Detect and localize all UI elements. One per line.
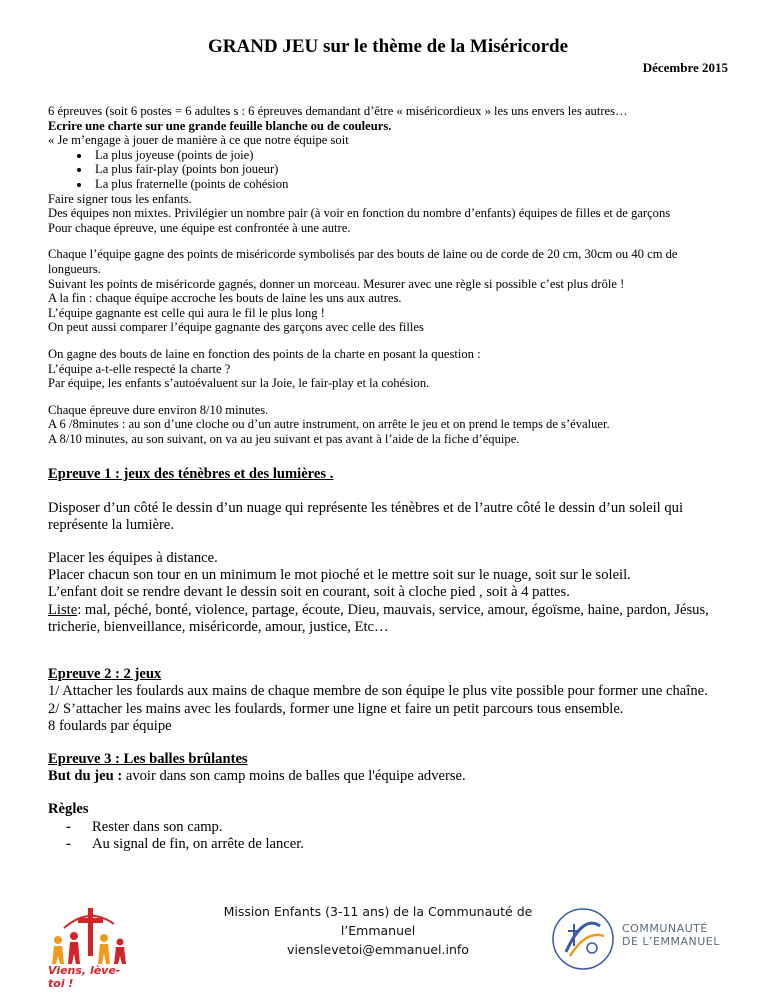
- footer-email: vienslevetoi@emmanuel.info: [287, 942, 469, 957]
- points-line: L’équipe gagnante est celle qui aura le fil le plus long !: [48, 305, 325, 320]
- charte-line: On gagne des bouts de laine en fonction des points de la charte en posant la question :: [48, 346, 481, 361]
- points-line: A la fin : chaque équipe accroche les bouts de laine les uns aux autres.: [48, 291, 402, 306]
- emmanuel-emblem-icon: [548, 904, 618, 974]
- list-item: - Au signal de fin, on arrête de lancer.: [66, 836, 728, 853]
- epreuve1-text: Placer chacun son tour en un minimum le mot pioché et le mettre soit sur le nuage, soit sur le soleil.: [48, 567, 631, 584]
- epreuve3-but: [48, 768, 728, 785]
- logo-right-line2: DE L’EMMANUEL: [622, 935, 720, 948]
- liste-label: Liste: [48, 601, 78, 618]
- points-line: Suivant les points de miséricorde gagnés, donner un morceau. Mesurer avec une règle si possible c’est plus drôle !: [48, 276, 625, 291]
- logo-right-line1: COMMUNAUTÉ: [622, 922, 708, 935]
- viens-leve-toi-logo: [44, 906, 134, 988]
- footer-community-line: l’Emmanuel: [340, 923, 416, 938]
- intro-line: Des équipes non mixtes. Privilégier un nombre pair (à voir en fonction du nombre d’enfants) équipes de filles et de garçons: [48, 206, 671, 221]
- timing-line: Chaque épreuve dure environ 8/10 minutes.: [48, 402, 269, 417]
- list-item: • La plus joyeuse (points de joie): [91, 148, 728, 163]
- page-footer: [0, 898, 768, 994]
- charte-section: [48, 347, 728, 391]
- logo-right-text: [622, 922, 720, 948]
- regles-list: [48, 819, 728, 853]
- epreuve3-heading: Epreuve 3 : Les balles brûlantes: [48, 750, 248, 767]
- intro-line: Pour chaque épreuve, une équipe est confrontée à une autre.: [48, 220, 351, 235]
- epreuve1-heading: Epreuve 1 : jeux des ténèbres et des lumières .: [48, 466, 334, 483]
- epreuve2-text: 1/ Attacher les foulards aux mains de chaque membre de son équipe le plus vite possible pour former une chaîne.: [48, 683, 708, 700]
- list-item: - Rester dans son camp.: [66, 819, 728, 836]
- intro-charte-instruction: Ecrire une charte sur une grande feuille blanche ou de couleurs.: [48, 118, 392, 133]
- epreuve2-heading: Epreuve 2 : 2 jeux: [48, 666, 162, 683]
- document-page: [48, 36, 728, 853]
- charte-bullet-list: [48, 148, 728, 192]
- points-section: [48, 247, 728, 335]
- document-title: GRAND JEU sur le thème de la Miséricorde: [207, 36, 569, 57]
- intro-line: « Je m’engage à jouer de manière à ce que notre équipe soit: [48, 133, 349, 148]
- epreuve2-text: 8 foulards par équipe: [48, 717, 172, 734]
- timing-section: [48, 403, 728, 447]
- but-label: But du jeu :: [48, 768, 123, 785]
- epreuve2-section: [48, 666, 728, 735]
- points-line: Chaque l’équipe gagne des points de miséricorde symbolisés par des bouts de laine ou de corde de 20 cm, 30cm ou 40 cm de longueurs.: [48, 247, 678, 276]
- charte-line: L’équipe a-t-elle respecté la charte ?: [48, 361, 231, 376]
- footer-mission-line: Mission Enfants (3-11 ans) de la Communauté de: [223, 904, 533, 919]
- charte-line: Par équipe, les enfants s’autoévaluent sur la Joie, le fair-play et la cohésion.: [48, 376, 430, 391]
- intro-line: Faire signer tous les enfants.: [48, 191, 192, 206]
- logo-left-text: Viens, lève-toi !: [48, 964, 121, 990]
- regles-label: Règles: [48, 801, 89, 818]
- but-text: avoir dans son camp moins de balles que l'équipe adverse.: [122, 768, 466, 785]
- intro-section: [48, 104, 728, 235]
- intro-line: 6 épreuves (soit 6 postes = 6 adultes s : 6 épreuves demandant d’être « miséricordieux » les uns envers les autres…: [48, 104, 628, 118]
- epreuve1-text: L’enfant doit se rendre devant le dessin soit en courant, soit à cloche pied , soit à 4 pattes.: [48, 584, 570, 601]
- list-item: • La plus fair-play (points bon joueur): [91, 162, 728, 177]
- timing-line: A 8/10 minutes, au son suivant, on va au jeu suivant et pas avant à l’aide de la fiche d’équipe.: [48, 431, 520, 446]
- timing-line: A 6 /8minutes : au son d’une cloche ou d’un autre instrument, on arrête le jeu et on prend le temps de s’évaluer.: [48, 417, 610, 432]
- document-date: Décembre 2015: [642, 60, 728, 75]
- epreuve1-text: Placer les équipes à distance.: [48, 550, 218, 567]
- epreuve1-text: Disposer d’un côté le dessin d’un nuage qui représente les ténèbres et de l’autre côté le dessin d’un soleil qui représente la lumière.: [48, 499, 684, 533]
- epreuve3-section: [48, 751, 728, 853]
- list-item: • La plus fraternelle (points de cohésion: [91, 177, 728, 192]
- communaute-emmanuel-logo: [548, 904, 728, 974]
- liste-words: : mal, péché, bonté, violence, partage, écoute, Dieu, mauvais, service, amour, égoïsme, haine, pardon, Jésus, tricherie, bienveillance, miséricorde, amour, justice, Etc…: [48, 601, 709, 635]
- points-line: On peut aussi comparer l’équipe gagnante des garçons avec celle des filles: [48, 320, 424, 335]
- epreuve2-text: 2/ S’attacher les mains avec les foulards, former une ligne et faire un petit parcours tous ensemble.: [48, 700, 624, 717]
- footer-contact: [178, 902, 578, 959]
- epreuve1-liste: [48, 602, 728, 636]
- epreuve1-section: [48, 466, 728, 636]
